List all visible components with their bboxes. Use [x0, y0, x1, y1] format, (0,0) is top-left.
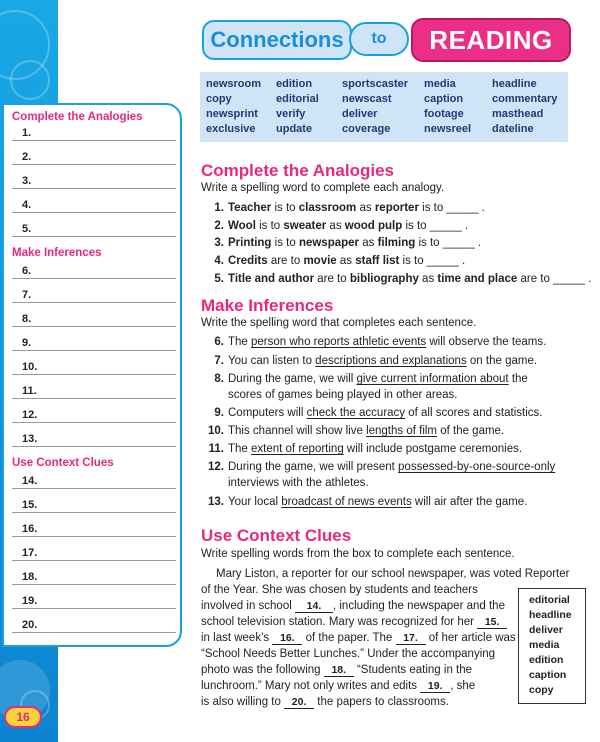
inference-item-continuation: interviews with the athletes.	[228, 477, 369, 489]
analogy-item: 3. Printing is to newspaper as filming is to _____ .	[214, 237, 482, 249]
answer-line[interactable]: 3.	[12, 175, 176, 189]
answer-line[interactable]: 5.	[12, 223, 176, 237]
analogy-item: 1. Teacher is to classroom as reporter is to _____ .	[214, 202, 485, 214]
inference-item-continuation: scores of games being played in other areas.	[228, 389, 458, 401]
banner-to: to	[349, 22, 409, 56]
answer-line[interactable]: 7.	[12, 289, 176, 303]
spelling-word: media	[424, 78, 456, 90]
blank-15[interactable]: 15.	[477, 616, 507, 629]
inference-item: 8. During the game, we will give current information about the	[214, 373, 528, 385]
spelling-word: deliver	[342, 108, 378, 120]
spelling-word: footage	[424, 108, 464, 120]
spelling-word: editorial	[276, 93, 319, 105]
answer-line[interactable]: 10.	[12, 361, 176, 375]
blank-17[interactable]: 17.	[396, 632, 426, 645]
analogy-item: 5. Title and author are to bibliography as time and place are to _____ .	[214, 273, 592, 285]
spelling-word: newsprint	[206, 108, 258, 120]
answer-line[interactable]: 15.	[12, 499, 176, 513]
blank-18[interactable]: 18.	[324, 664, 354, 677]
context-word: media	[529, 639, 560, 651]
inference-item: 11. The extent of reporting will include postgame ceremonies.	[208, 443, 523, 455]
passage-line: Mary Liston, a reporter for our school newspaper, was voted Reporter	[216, 568, 570, 580]
answer-section-title: Use Context Clues	[12, 457, 114, 469]
spelling-word: exclusive	[206, 123, 256, 135]
answer-line[interactable]: 2.	[12, 151, 176, 165]
blank-14[interactable]: 14.	[295, 600, 333, 613]
spelling-word: newsroom	[206, 78, 262, 90]
answer-line[interactable]: 6.	[12, 265, 176, 279]
banner-connections: Connections	[202, 20, 352, 60]
blank-19[interactable]: 19.	[420, 680, 450, 693]
spelling-word: verify	[276, 108, 306, 120]
spelling-word: masthead	[492, 108, 544, 120]
answer-panel	[2, 103, 182, 647]
spelling-word: headline	[492, 78, 537, 90]
section-instruction: Write a spelling word to complete each analogy.	[201, 182, 445, 194]
passage-line: in last week’s 16. of the paper. The 17. of her article was	[201, 632, 516, 644]
section-instruction: Write the spelling word that completes each sentence.	[201, 317, 477, 329]
spelling-word: update	[276, 123, 313, 135]
passage-line: of the Year. She was chosen by students and teachers	[201, 584, 478, 596]
answer-line[interactable]: 20.	[12, 619, 176, 633]
banner-reading: READING	[411, 18, 571, 62]
passage-line: school television station. Mary was recognized for her 15.	[201, 616, 507, 629]
spelling-word: newsreel	[424, 123, 472, 135]
spelling-word: caption	[424, 93, 464, 105]
passage-line: is also willing to 20. the papers to classrooms.	[201, 696, 449, 708]
context-word: edition	[529, 654, 564, 666]
answer-line[interactable]: 19.	[12, 595, 176, 609]
answer-line[interactable]: 13.	[12, 433, 176, 447]
context-word: deliver	[529, 624, 563, 636]
page-number: 16	[4, 706, 42, 728]
spelling-word: copy	[206, 93, 232, 105]
answer-line[interactable]: 1.	[12, 127, 176, 141]
answer-line[interactable]: 16.	[12, 523, 176, 537]
section-heading-context: Use Context Clues	[201, 526, 352, 545]
passage-line: involved in school 14. , including the newspaper and the	[201, 600, 505, 612]
inference-item: 10. This channel will show live lengths of film of the game.	[208, 425, 505, 437]
answer-line[interactable]: 8.	[12, 313, 176, 327]
spelling-word: dateline	[492, 123, 534, 135]
answer-line[interactable]: 18.	[12, 571, 176, 585]
analogy-item: 4. Credits are to movie as staff list is to _____ .	[214, 255, 466, 267]
answer-line[interactable]: 4.	[12, 199, 176, 213]
section-instruction: Write spelling words from the box to complete each sentence.	[201, 548, 515, 560]
spelling-word: edition	[276, 78, 313, 90]
inference-item: 13. Your local broadcast of news events will air after the game.	[208, 496, 528, 508]
context-word: headline	[529, 609, 572, 621]
answer-line[interactable]: 17.	[12, 547, 176, 561]
answer-line[interactable]: 14.	[12, 475, 176, 489]
analogy-item: 2. Wool is to sweater as wood pulp is to _____ .	[214, 220, 469, 232]
inference-item: 6. The person who reports athletic events will observe the teams.	[214, 336, 547, 348]
passage-line: “School Needs Better Lunches.” Under the accompanying	[201, 648, 496, 660]
passage-line: photo was the following 18. “Students eating in the	[201, 664, 473, 676]
context-word-box	[518, 588, 586, 704]
answer-line[interactable]: 9.	[12, 337, 176, 351]
answer-line[interactable]: 11.	[12, 385, 176, 399]
spelling-word: coverage	[342, 123, 391, 135]
spelling-word: sportscaster	[342, 78, 409, 90]
passage-line: lunchroom.” Mary not only writes and edits 19. , she	[201, 680, 476, 692]
section-heading-analogies: Complete the Analogies	[201, 161, 395, 180]
spelling-word: newscast	[342, 93, 392, 105]
answer-section-title: Make Inferences	[12, 247, 102, 259]
inference-item: 9. Computers will check the accuracy of all scores and statistics.	[214, 407, 543, 419]
blank-20[interactable]: 20.	[284, 696, 314, 709]
inference-item: 12. During the game, we will present possessed-by-one-source-only	[208, 461, 556, 473]
answer-section-title: Complete the Analogies	[12, 111, 143, 123]
context-word: caption	[529, 669, 567, 681]
context-word: editorial	[529, 594, 570, 606]
blank-16[interactable]: 16.	[272, 632, 302, 645]
section-heading-inferences: Make Inferences	[201, 296, 334, 315]
spelling-word: commentary	[492, 93, 558, 105]
answer-line[interactable]: 12.	[12, 409, 176, 423]
spelling-word-box	[200, 72, 568, 142]
inference-item: 7. You can listen to descriptions and explanations on the game.	[214, 355, 538, 367]
context-word: copy	[529, 684, 554, 696]
